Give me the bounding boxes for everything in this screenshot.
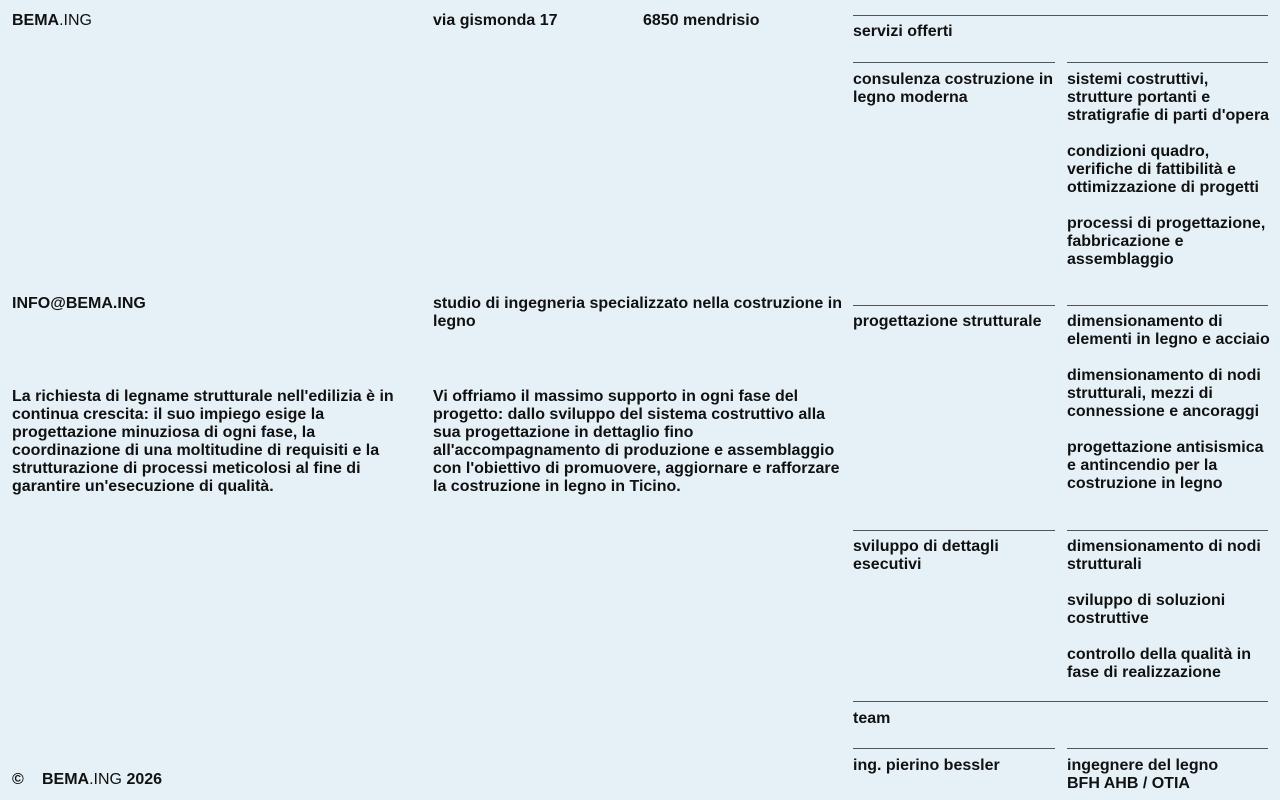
service-item: sviluppo di soluzioni costruttive bbox=[1067, 592, 1226, 627]
address-city: 6850 mendrisio bbox=[643, 12, 760, 29]
footer-brand-suffix: .ING bbox=[89, 771, 122, 788]
divider bbox=[1067, 62, 1268, 63]
divider bbox=[853, 62, 1055, 63]
service-item: dimensionamento di nodi strutturali, mezzi di connessione e ancoraggi bbox=[1067, 367, 1261, 420]
service-item: controllo della qualità in fase di realizzazione bbox=[1067, 646, 1252, 681]
service-item: processi di progettazione, fabbricazione e assemblaggio bbox=[1067, 215, 1266, 268]
service-item: sistemi costruttivi, strutture portanti e stratigrafie di parti d'opera bbox=[1067, 71, 1270, 124]
divider bbox=[1067, 748, 1268, 749]
team-member-name: ing. pierino bessler bbox=[853, 757, 1000, 774]
address-street: via gismonda 17 bbox=[433, 12, 558, 29]
logo-name: BEMA bbox=[12, 12, 60, 29]
divider bbox=[853, 305, 1055, 306]
intro-left-paragraph: La richiesta di legname strutturale nell'edilizia è in continua crescita: il suo impiego esige la progettazione minuziosa di ogni fase, la coordinazione di una moltitudine di requisiti e la strutturazione di processi meticolosi al fine di garantire un'esecuzione di qualità. bbox=[12, 388, 394, 495]
service-group-title: consulenza costruzione in legno moderna bbox=[853, 71, 1054, 106]
service-item: dimensionamento di elementi in legno e acciaio bbox=[1067, 313, 1270, 348]
team-heading: team bbox=[853, 710, 891, 727]
service-item: condizioni quadro, verifiche di fattibilità e ottimizzazione di progetti bbox=[1067, 143, 1259, 196]
divider bbox=[853, 748, 1055, 749]
services-heading: servizi offerti bbox=[853, 23, 953, 40]
team-member-role-line: ingegnere del legno bbox=[1067, 757, 1219, 774]
footer-copyright bbox=[12, 771, 162, 789]
divider bbox=[853, 701, 1268, 702]
email-link[interactable]: INFO@BEMA.ING bbox=[12, 295, 146, 312]
footer-brand: BEMA bbox=[42, 771, 90, 788]
tagline: studio di ingegneria specializzato nella costruzione in legno bbox=[433, 295, 842, 330]
service-item: dimensionamento di nodi strutturali bbox=[1067, 538, 1261, 573]
logo[interactable] bbox=[12, 12, 92, 30]
footer-year: 2026 bbox=[126, 771, 163, 788]
divider bbox=[1067, 305, 1268, 306]
service-group-items bbox=[1067, 538, 1270, 700]
intro-right-paragraph: Vi offriamo il massimo supporto in ogni fase del progetto: dallo sviluppo del sistema costruttivo alla sua progettazione in dettaglio fino all'accompagnamento di produzione e assemblaggio con l'obiettivo di promuovere, aggiornare e rafforzare la costruzione in legno in Ticino. bbox=[433, 388, 840, 495]
copyright-symbol: © bbox=[12, 771, 24, 788]
service-group-items bbox=[1067, 313, 1270, 511]
divider bbox=[1067, 530, 1268, 531]
service-group-title: sviluppo di dettagli esecutivi bbox=[853, 538, 999, 573]
divider bbox=[853, 15, 1268, 16]
team-member-role bbox=[1067, 757, 1270, 793]
service-group-items bbox=[1067, 71, 1270, 287]
service-item: progettazione antisismica e antincendio per la costruzione in legno bbox=[1067, 439, 1264, 492]
logo-suffix: .ING bbox=[59, 12, 92, 29]
service-group-title: progettazione strutturale bbox=[853, 313, 1042, 330]
team-member-credentials: BFH AHB / OTIA bbox=[1067, 775, 1190, 792]
divider bbox=[853, 530, 1055, 531]
